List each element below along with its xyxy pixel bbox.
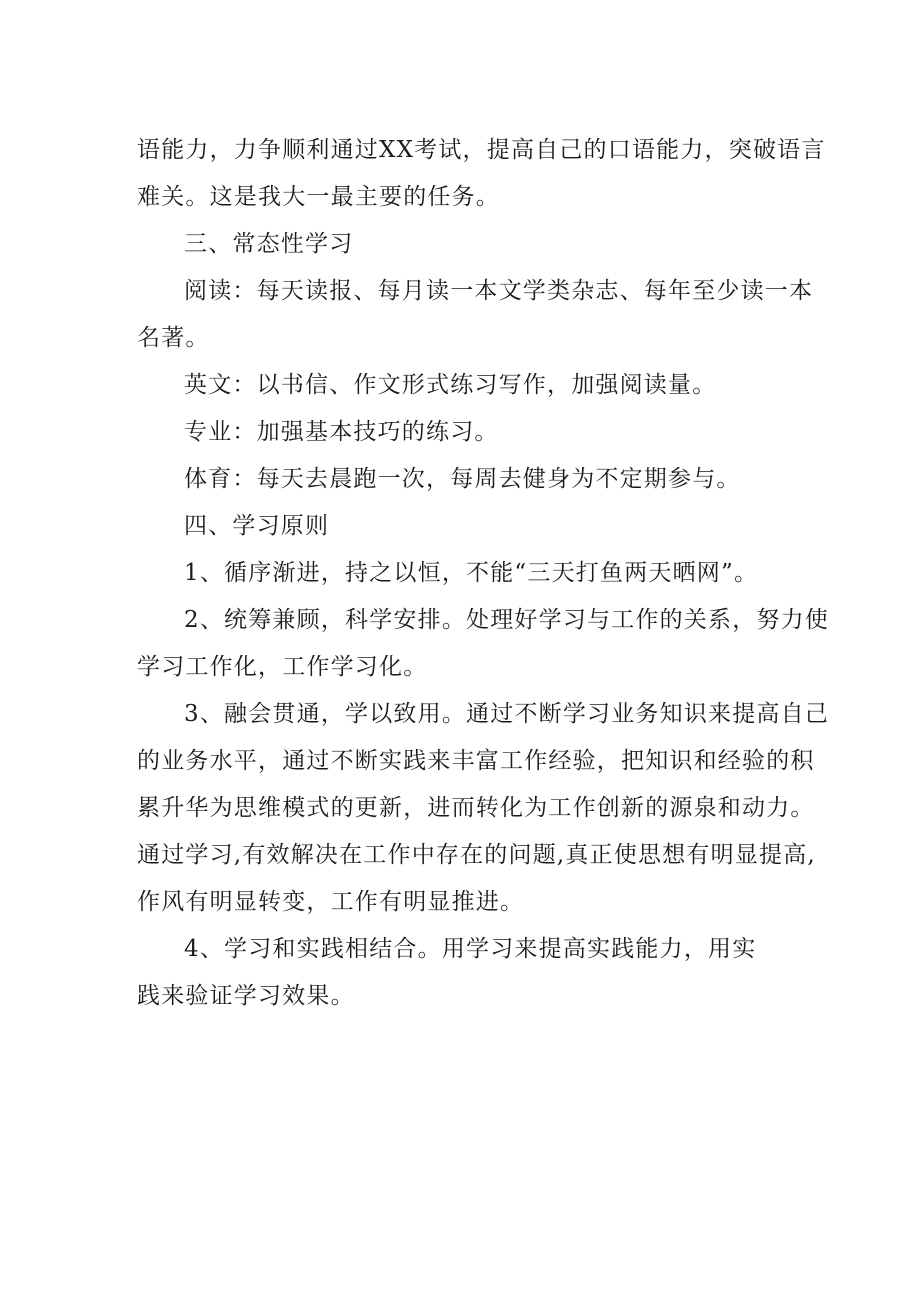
text-line: 专业：加强基本技巧的练习。 (184, 419, 499, 445)
text-line: 名著。 (137, 325, 210, 351)
text-line: 语能力，力争顺利通过XX考试，提高自己的口语能力，突破语言 (137, 137, 826, 163)
text-line: 阅读：每天读报、每月读一本文学类杂志、每年至少读一本 (184, 278, 814, 304)
section-heading: 三、常态性学习 (184, 231, 354, 257)
text-line: 4、学习和实践相结合。用学习来提高实践能力，用实 (184, 936, 757, 962)
text-line: 3、融会贯通，学以致用。通过不断学习业务知识来提高自己 (184, 701, 830, 727)
text-line: 累升华为思维模式的更新，进而转化为工作创新的源泉和动力。 (137, 795, 815, 821)
section-heading: 四、学习原则 (184, 513, 330, 539)
text-line: 英文：以书信、作文形式练习写作，加强阅读量。 (184, 372, 717, 398)
document-body (137, 127, 830, 1020)
text-line: 通过学习,有效解决在工作中存在的问题,真正使思想有明显提高, (137, 842, 816, 868)
text-line: 1、循序渐进，持之以恒，不能“三天打鱼两天晒网”。 (184, 560, 759, 586)
text-line: 难关。这是我大一最主要的任务。 (137, 184, 500, 210)
text-line: 体育：每天去晨跑一次，每周去健身为不定期参与。 (184, 466, 741, 492)
text-line: 学习工作化，工作学习化。 (137, 654, 428, 680)
text-line: 作风有明显转变，工作有明显推进。 (137, 889, 525, 915)
text-line: 践来验证学习效果。 (137, 983, 355, 1009)
text-line: 2、统筹兼顾，科学安排。处理好学习与工作的关系，努力使 (184, 607, 830, 633)
text-line: 的业务水平，通过不断实践来丰富工作经验，把知识和经验的积 (137, 748, 815, 774)
